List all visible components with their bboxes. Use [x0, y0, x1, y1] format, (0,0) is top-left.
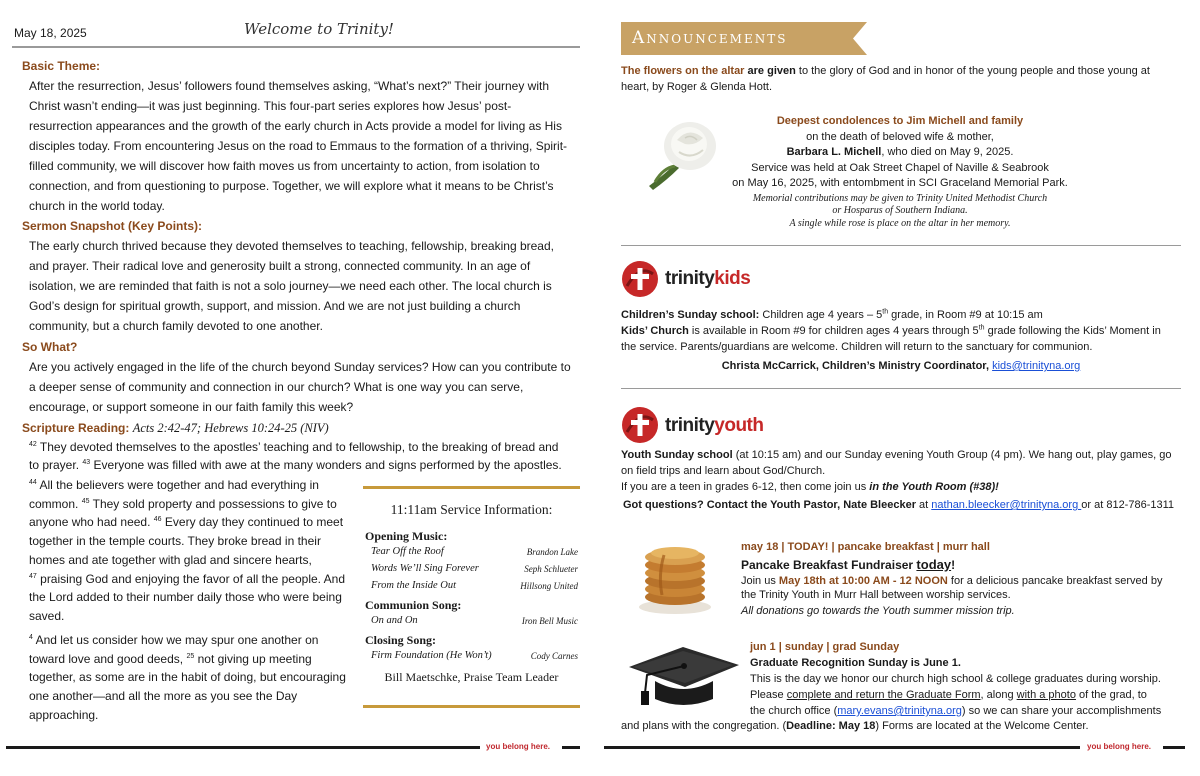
grad-tagline: jun 1 | sunday | grad Sunday: [750, 641, 900, 653]
verse-line: anyone who had need. $^{46}$ Every day they continued to meet: [29, 515, 344, 530]
basic-theme-heading: Basic Theme:: [22, 59, 101, 73]
text-line: filled community, we will discover how faith moves us from uncertainty to action, from isolation to: [29, 159, 540, 173]
verse-text: Everyone was filled with awe at the many wonders and signs performed by the apostles.: [93, 458, 562, 472]
song-artist: Iron Bell Music: [521, 616, 578, 626]
pancake-text: may 18 | TODAY! | pancake breakfast | murr hall Pancake Breakfast Fundraiser today! Join us May 18th at 10:00 AM - 12 NOON for a delicious pancake breakfast served by the Trinity Youth in Murr Hall between worship services. All donations go towards the Youth summer mission trip.: [741, 539, 1181, 619]
welcome-script: Welcome to Trinity!: [244, 20, 394, 38]
youth-text: Youth Sunday school (at 10:15 am) and our Sunday evening Youth Group (4 pm). We hang out, play games, go on field trips and learn about God/Church. If you are a teen in grades 6-12, then come join us in the Youth Room (#38)! Got questions? Contact the Youth Pastor, Nate Bleecker at nathan.bleecker@trinityna.org or at 812-786-1311: [621, 449, 1175, 511]
verse-line: homes and ate together with glad and sincere hearts,: [29, 552, 312, 567]
grad-text-last-line: and plans with the congregation. (Deadline: May 18) Forms are located at the Welcome Center.: [621, 720, 1089, 732]
condolence-notice: Deepest condolences to Jim Michell and family on the death of beloved wife & mother, Barbara L. Michell, who died on May 9, 2025. Service was held at Oak Street Chapel of Naville & Seabrook on May 16, 2025, with entombment in SCI Graceland Memorial Park. Memorial contributions may be given to Trinity United Methodist Church or Hosparus of Southern Indiana. A single while rose is place on the altar in her memory.: [730, 114, 1070, 230]
basic-theme-text: [29, 76, 582, 216]
kids-text: Children’s Sunday school: Children age 4 years – 5th grade, in Room #9 at 10:15 am Kids’ Church is available in Room #9 for children ages 4 years through 5th grade following the Kids’ Moment in the service. Parents/guardians are welcome. Children will return to the sanctuary for communion. Christa McCarrick, Children’s Ministry Coordinator, kids@trinityna.org: [621, 308, 1161, 372]
trinity-logo-icon: [621, 406, 659, 444]
verse-line: saved.: [29, 608, 65, 623]
text-line: resurrection appearances and the growth of the early church in Acts provide a model for living as His: [29, 119, 562, 133]
footer-bar: [604, 746, 1080, 749]
footer-bar: [6, 746, 480, 749]
scripture-reference: Acts 2:42-47; Hebrews 10:24-25 (NIV): [132, 421, 329, 435]
verse-line: $^{47}$ praising God and enjoying the favor of all the people. And: [29, 571, 346, 586]
pancake-image: [634, 535, 716, 617]
sermon-text: [29, 236, 582, 336]
header-divider: [12, 46, 580, 48]
verse-num: 47: [29, 572, 37, 580]
footer-bar-end: [1163, 746, 1185, 749]
verse-text: to prayer.: [29, 458, 83, 472]
verse-line: together, as some are in the habit of doing, but encouraging: [29, 670, 346, 685]
verse-line: approaching.: [29, 707, 99, 722]
sermon-heading: Sermon Snapshot (Key Points):: [22, 219, 203, 233]
verse-num: 45: [81, 497, 90, 505]
song-title: Firm Foundation (He Won’t): [371, 650, 492, 661]
white-rose-image: [645, 116, 725, 191]
praise-team-leader: Bill Maetschke, Praise Team Leader: [384, 670, 559, 684]
hebrews-verses: [29, 631, 359, 725]
trinity-logo-icon: [621, 260, 659, 298]
youth-pastor-email-link[interactable]: nathan.bleecker@trinityna.org: [931, 499, 1082, 511]
song-title: Words We’ll Sing Forever: [371, 563, 479, 574]
footer-tagline: you belong here.: [486, 742, 551, 751]
bulletin-date: May 18, 2025: [14, 26, 87, 40]
footer-bar-end: [562, 746, 580, 749]
flowers-notice: The flowers on the altar are given to the glory of God and in honor of the young people and those young at heart, by Roger & Glenda Hott.: [621, 65, 1150, 93]
verse-line: toward love and good deeds, $^{25}$ not giving up meeting: [29, 651, 312, 666]
scripture-verses-narrow: [29, 476, 359, 626]
text-line: church in the world today.: [29, 199, 165, 213]
opening-music-heading: Opening Music:: [365, 529, 448, 543]
section-divider: [621, 388, 1181, 389]
verse-line: one another—and all the more as you see the Day: [29, 689, 298, 704]
verse-num: 43: [82, 459, 91, 466]
trinity-kids-wordmark: trinitykids: [665, 268, 751, 289]
song-artist: Seph Schlueter: [524, 564, 578, 574]
verse-num: 4: [29, 634, 33, 641]
service-info-title: 11:11am Service Information:: [390, 502, 553, 517]
text-line: encourage, or support someone in our faith family this week?: [29, 400, 354, 414]
section-divider: [621, 245, 1181, 246]
scripture-verses-full: [29, 438, 582, 474]
scripture-label: Scripture Reading:: [22, 421, 130, 435]
text-line: The early church thrived because they devoted themselves to teaching, fellowship, breaking bread,: [29, 239, 554, 253]
so-what-text: [29, 357, 582, 417]
closing-song-heading: Closing Song:: [365, 633, 437, 647]
song-title: From the Inside Out: [371, 580, 457, 591]
verse-num: 25: [186, 652, 195, 660]
scripture-heading: [22, 421, 329, 436]
song-title: Tear Off the Roof: [371, 546, 444, 557]
text-line: isolation, we are reminded that faith is not a solo journey—we need each other. The local church is: [29, 279, 552, 293]
announcements-title: Announcements: [632, 28, 788, 48]
text-line: After the resurrection, Jesus’ followers found themselves asking, “What’s next?” Their journey with: [29, 79, 550, 93]
so-what-heading: So What?: [22, 340, 78, 354]
verse-line: $^{44}$ All the believers were together and had everything in: [29, 478, 319, 492]
kids-email-link[interactable]: kids@trinityna.org: [992, 360, 1081, 372]
song-artist: Brandon Lake: [526, 547, 578, 557]
verse-line: the Lord added to their number daily those who were being: [29, 590, 342, 605]
verse-line: together in the temple courts. They broke bread in their: [29, 534, 321, 549]
song-artist: Hillsong United: [520, 581, 578, 591]
grad-email-link[interactable]: mary.evans@trinityna.org: [837, 705, 962, 717]
verse-num: 46: [153, 516, 162, 524]
text-line: community, but a church family devoted to one another.: [29, 319, 323, 333]
verse-num: 42: [29, 441, 37, 448]
grad-text: jun 1 | sunday | grad Sunday Graduate Recognition Sunday is June 1. This is the day we honor our church high school & college graduates during worship. Please complete and return the Graduate Form, along with a photo of the grad, to the church office (mary.evans@trinityna.org) so we can share your accomplishments: [750, 639, 1180, 719]
communion-song-heading: Communion Song:: [365, 598, 462, 612]
verse-line: $^4$ And let us consider how we may spur one another on: [29, 633, 319, 647]
verse-line: common. $^{45}$ They sold property and possessions to give to: [29, 496, 337, 511]
trinity-youth-wordmark: trinityyouth: [665, 415, 764, 436]
footer-tagline: you belong here.: [1087, 742, 1152, 751]
text-line: Are you actively engaged in the life of the church beyond Sunday services? How can you contribute to: [29, 360, 571, 374]
text-line: a deeper sense of community and connection in our church? What is one way you can serve,: [29, 380, 524, 394]
text-line: Christ wasn’t ending—it was just beginning. This four-part series explores how Jesus’ post-: [29, 99, 512, 113]
text-line: and prayer. Their radical love and generosity built a strong, connected community. In an age of: [29, 259, 531, 273]
text-line: disciples today. From encountering Jesus on the road to Emmaus to the formation of a thriving, Spirit-: [29, 139, 568, 153]
song-artist: Cody Carnes: [530, 651, 578, 661]
graduation-cap-image: [627, 641, 741, 711]
song-title: On and On: [371, 615, 418, 626]
verse-text: They devoted themselves to the apostles’ teaching and to fellowship, to the breaking of bread and: [39, 440, 559, 454]
condolence-title: Deepest condolences to Jim Michell and family: [776, 115, 1024, 127]
verse-num: 44: [29, 479, 37, 486]
text-line: God’s design for spiritual growth, support, and mission. And we are not just building a church: [29, 299, 521, 313]
pancake-tagline: may 18 | TODAY! | pancake breakfast | murr hall: [741, 541, 990, 553]
text-line: connection, and from questioning to purpose. Together, we will explore what it means to be Christ’s: [29, 179, 554, 193]
service-info-box: [363, 486, 580, 708]
